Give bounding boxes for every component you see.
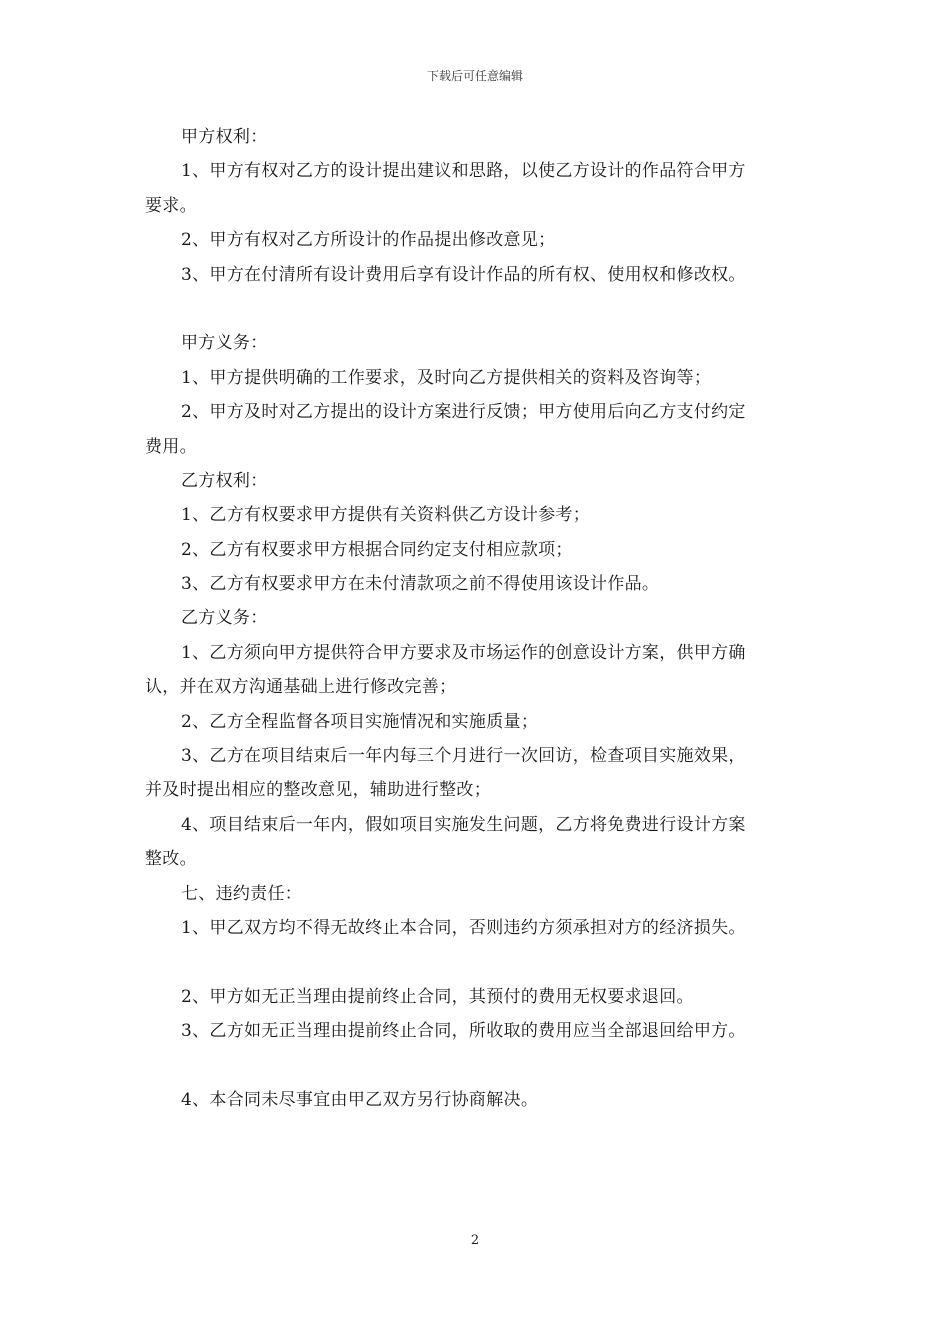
paragraph-line: 1、甲乙双方均不得无故终止本合同，否则违约方须承担对方的经济损失。 <box>181 917 746 938</box>
paragraph-line: 费用。 <box>145 436 197 457</box>
paragraph-line: 认，并在双方沟通基础上进行修改完善； <box>145 677 457 698</box>
section-heading-party-a-rights: 甲方权利： <box>181 127 268 147</box>
section-heading-party-a-obligations: 甲方义务： <box>181 333 268 354</box>
paragraph-line: 1、甲方提供明确的工作要求，及时向乙方提供相关的资料及咨询等； <box>181 367 712 388</box>
blank-line <box>145 1049 810 1083</box>
blank-line <box>145 945 810 979</box>
paragraph-line: 3、乙方如无正当理由提前终止合同，所收取的费用应当全部退回给甲方。 <box>181 1021 746 1042</box>
paragraph-line: 3、乙方有权要求甲方在未付清款项之前不得使用该设计作品。 <box>181 574 660 595</box>
page-number: 2 <box>470 1233 480 1248</box>
section-heading-breach-liability: 七、违约责任： <box>181 883 303 904</box>
rights-obligations-block <box>145 120 810 1117</box>
paragraph-line: 2、甲方及时对乙方提出的设计方案进行反馈；甲方使用后向乙方支付约定 <box>181 402 746 423</box>
paragraph-line: 2、乙方全程监督各项目实施情况和实施质量； <box>181 711 539 732</box>
page-header: 下载后可任意编辑 <box>426 69 523 83</box>
paragraph-line: 2、甲方有权对乙方所设计的作品提出修改意见； <box>181 230 556 251</box>
paragraph-line: 1、乙方须向甲方提供符合甲方要求及市场运作的创意设计方案，供甲方确 <box>181 642 746 663</box>
section-heading-party-b-rights: 乙方权利： <box>181 470 268 491</box>
paragraph-line: 1、甲方有权对乙方的设计提出建议和思路，以使乙方设计的作品符合甲方 <box>181 161 746 182</box>
paragraph-line: 4、项目结束后一年内，假如项目实施发生问题，乙方将免费进行设计方案 <box>181 814 746 835</box>
paragraph-line: 要求。 <box>145 195 197 216</box>
paragraph-line: 3、甲方在付清所有设计费用后享有设计作品的所有权、使用权和修改权。 <box>181 264 746 285</box>
paragraph-line: 并及时提出相应的整改意见，辅助进行整改； <box>145 780 491 801</box>
paragraph-line: 2、乙方有权要求甲方根据合同约定支付相应款项； <box>181 539 573 560</box>
paragraph-line: 3、乙方在项目结束后一年内每三个月进行一次回访，检查项目实施效果， <box>181 746 746 767</box>
section-heading-party-b-obligations: 乙方义务： <box>181 608 268 629</box>
blank-line <box>145 292 810 326</box>
paragraph-line: 4、本合同未尽事宜由甲乙双方另行协商解决。 <box>181 1089 539 1110</box>
paragraph-line: 1、乙方有权要求甲方提供有关资料供乙方设计参考； <box>181 505 591 526</box>
paragraph-line: 2、甲方如无正当理由提前终止合同，其预付的费用无权要求退回。 <box>181 986 694 1007</box>
paragraph-line: 整改。 <box>145 849 197 870</box>
